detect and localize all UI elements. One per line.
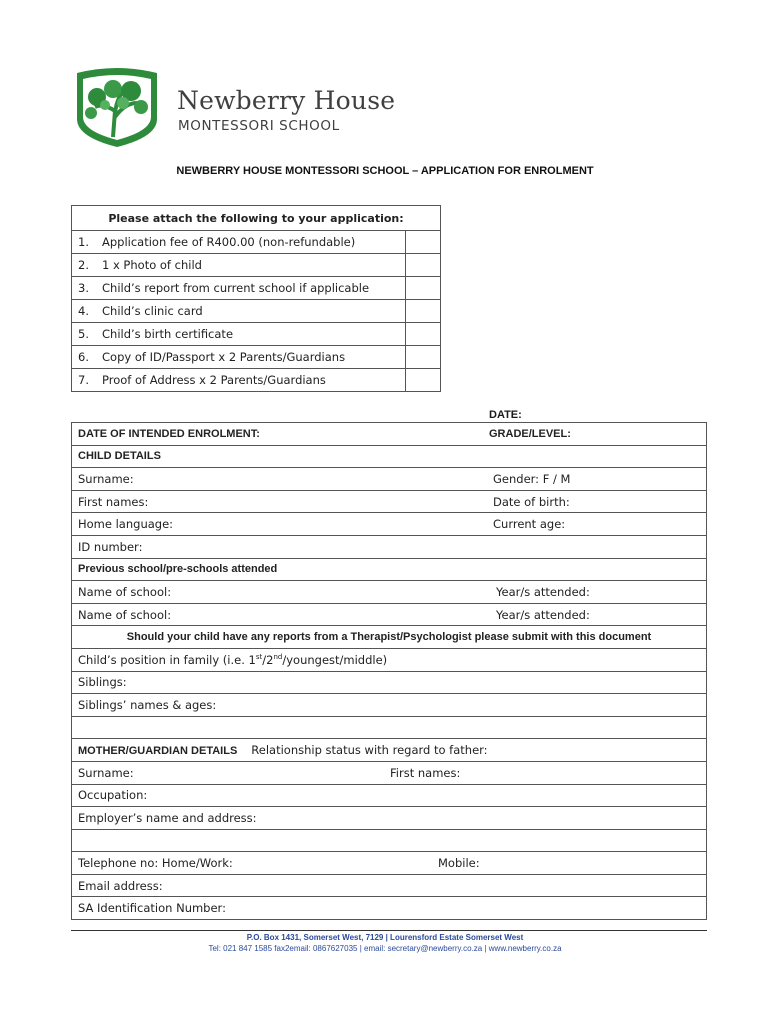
footer-divider [71, 930, 707, 931]
sa-id-field[interactable] [72, 897, 707, 920]
siblings-names-label: Siblings’ names & ages: [78, 697, 217, 712]
intended-enrolment-field[interactable] [72, 423, 707, 446]
siblings-field[interactable] [72, 671, 707, 694]
email-label: Email address: [78, 878, 163, 893]
mobile-label: Mobile: [438, 856, 480, 871]
name-of-school-label: Name of school: [78, 607, 172, 622]
family-position-field[interactable] [72, 648, 707, 671]
checkbox-cell[interactable] [406, 369, 441, 392]
item-text: Proof of Address x 2 Parents/Guardians [102, 373, 326, 387]
brand-subtitle: MONTESSORI SCHOOL [178, 118, 340, 134]
checklist-item [72, 369, 441, 392]
surname-field[interactable] [72, 468, 707, 491]
grade-level-label: GRADE/LEVEL: [489, 427, 571, 440]
id-number-label: ID number: [78, 539, 143, 554]
telephone-label: Telephone no: Home/Work: [78, 856, 233, 871]
first-names-label: First names: [78, 494, 149, 509]
mother-details-heading: MOTHER/GUARDIAN DETAILS [78, 745, 238, 758]
checkbox-cell[interactable] [406, 323, 441, 346]
home-language-label: Home language: [78, 517, 174, 532]
reports-note: Should your child have any reports from a Therapist/Psychologist please submit with this document [72, 626, 707, 649]
school-field[interactable] [72, 581, 707, 604]
brand-name: Newberry House [177, 86, 396, 115]
position-prefix: Child’s position in family (i.e. 1 [78, 652, 256, 667]
mother-surname-label: Surname: [78, 765, 134, 780]
current-age-label: Current age: [493, 517, 566, 532]
item-text: Child’s birth certificate [102, 327, 234, 341]
enrolment-form [71, 422, 707, 920]
item-number: 7. [78, 373, 89, 387]
intended-enrolment-label: DATE OF INTENDED ENROLMENT: [78, 427, 260, 440]
name-of-school-label: Name of school: [78, 584, 172, 599]
item-number: 3. [78, 281, 89, 295]
employer-label: Employer’s name and address: [78, 810, 257, 825]
siblings-label: Siblings: [78, 675, 127, 690]
mother-first-names-label: First names: [390, 765, 461, 780]
checklist-item [72, 254, 441, 277]
email-field[interactable] [72, 874, 707, 897]
blank-row[interactable] [72, 829, 707, 852]
checklist-item [72, 323, 441, 346]
item-number: 2. [78, 258, 89, 272]
item-number: 1. [78, 235, 89, 249]
years-attended-label: Year/s attended: [496, 584, 590, 599]
checklist-item [72, 346, 441, 369]
attachment-checklist [71, 205, 441, 392]
footer-address: P.O. Box 1431, Somerset West, 7129 | Lourensford Estate Somerset West [246, 933, 524, 942]
item-number: 4. [78, 304, 89, 318]
item-text: Copy of ID/Passport x 2 Parents/Guardians [102, 350, 346, 364]
checklist-item [72, 231, 441, 254]
document-title: NEWBERRY HOUSE MONTESSORI SCHOOL – APPLICATION FOR ENROLMENT [176, 165, 594, 177]
item-number: 6. [78, 350, 89, 364]
date-label: DATE: [489, 409, 522, 421]
checkbox-cell[interactable] [406, 346, 441, 369]
position-sup-st: st [255, 652, 263, 661]
child-details-heading: CHILD DETAILS [72, 445, 707, 468]
checkbox-cell[interactable] [406, 231, 441, 254]
checklist-item [72, 277, 441, 300]
home-language-field[interactable] [72, 513, 707, 536]
item-text: 1 x Photo of child [102, 258, 202, 272]
item-text: Application fee of R400.00 (non-refundable) [102, 235, 356, 249]
employer-field[interactable] [72, 807, 707, 830]
occupation-label: Occupation: [78, 788, 148, 803]
sa-id-label: SA Identification Number: [78, 901, 226, 916]
item-text: Child’s report from current school if applicable [102, 281, 370, 295]
item-number: 5. [78, 327, 89, 341]
mother-surname-field[interactable] [72, 761, 707, 784]
checkbox-cell[interactable] [406, 277, 441, 300]
school-logo-icon [73, 67, 161, 149]
relationship-label: Relationship status with regard to father: [251, 743, 488, 758]
first-names-field[interactable] [72, 490, 707, 513]
school-field[interactable] [72, 603, 707, 626]
checklist-header: Please attach the following to your application: [72, 206, 441, 231]
position-slash: /2 [262, 652, 274, 667]
telephone-field[interactable] [72, 852, 707, 875]
siblings-names-field[interactable] [72, 694, 707, 717]
id-number-field[interactable] [72, 535, 707, 558]
surname-label: Surname: [78, 471, 134, 486]
years-attended-label: Year/s attended: [496, 607, 590, 622]
position-suffix: /youngest/middle) [282, 652, 388, 667]
mother-details-row[interactable] [72, 739, 707, 762]
gender-label: Gender: F / M [493, 471, 571, 486]
checkbox-cell[interactable] [406, 254, 441, 277]
occupation-field[interactable] [72, 784, 707, 807]
checkbox-cell[interactable] [406, 300, 441, 323]
checklist-item [72, 300, 441, 323]
item-text: Child’s clinic card [102, 304, 203, 318]
blank-row[interactable] [72, 716, 707, 739]
position-sup-nd: nd [273, 652, 283, 661]
dob-label: Date of birth: [493, 494, 570, 509]
footer-contact: Tel: 021 847 1585 fax2email: 0867627035 | email: secretary@newberry.co.za | www.newberry.co.za [208, 944, 562, 953]
previous-schools-heading: Previous school/pre-schools attended [72, 558, 707, 581]
